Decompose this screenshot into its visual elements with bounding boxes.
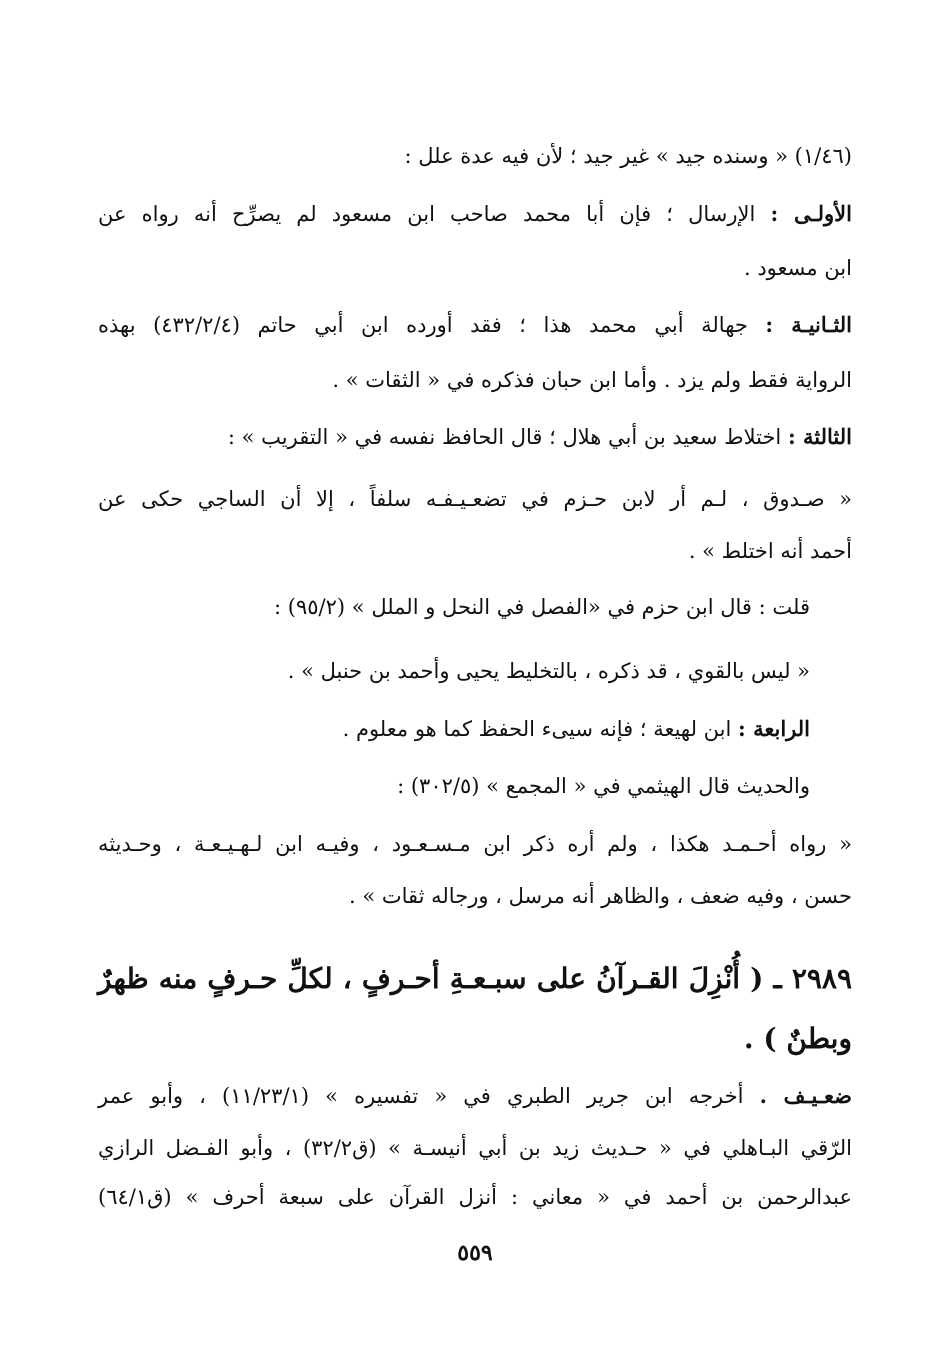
third-cause-text: اختلاط سعيد بن أبي هلال ؛ قال الحافظ نفسه في « التقريب » : bbox=[227, 425, 782, 449]
paragraph-fourth-cause bbox=[98, 714, 810, 744]
hadith-heading-line-1: ٢٩٨٩ ـ ( أُنْزِلَ القـرآنُ على سبـعـةِ أحـرفٍ ، لكلِّ حـرفٍ منه ظهرٌ bbox=[98, 962, 852, 995]
takhrij-line-1 bbox=[98, 1081, 852, 1111]
fourth-cause-text: ابن لهيعة ؛ فإنه سيىء الحفظ كما هو معلوم . bbox=[342, 717, 732, 741]
grading-label: ضعـيـف . bbox=[759, 1083, 852, 1108]
page-number: ٥٥٩ bbox=[457, 1240, 493, 1266]
fourth-cause-label: الرابعة : bbox=[738, 716, 810, 741]
third-cause-label: الثالثة : bbox=[787, 424, 852, 449]
second-cause-label: الثـانيـة : bbox=[765, 312, 853, 337]
first-cause-text: الإرسال ؛ فإن أبا محمد صاحب ابن مسعود لم يصرِّح أنه رواه عن bbox=[98, 202, 756, 226]
quote-taqrib-line-2: أحمد أنه اختلط » . bbox=[688, 539, 852, 563]
first-cause-line-2: ابن مسعود . bbox=[743, 256, 852, 280]
quote-haythami-line-1: « رواه أحـمـد هكذا ، ولم أره ذكر ابن مـسـعـود ، وفيـه ابن لـهـيـعـة ، وحـديثه bbox=[98, 832, 852, 856]
paragraph-haythami: والحديث قال الهيثمي في « المجمع » (٣٠٢/٥) : bbox=[397, 774, 810, 798]
takhrij-line-3: عبدالرحمن بن أحمد في « معاني : أنزل القرآن على سبعة أحرف » (ق٦٤/١) bbox=[98, 1185, 852, 1209]
first-cause-label: الأولـى : bbox=[770, 201, 852, 226]
takhrij-line-2: الرّقي البـاهلي في « حـديث زيد بن أبي أنيسـة » (ق٣٢/٢) ، وأبو الفـضل الرازي bbox=[98, 1136, 853, 1160]
paragraph-third-cause bbox=[98, 422, 852, 452]
hadith-heading-line-2: وبطنٌ ) . bbox=[743, 1022, 852, 1055]
paragraph-intro: (١/٤٦) « وسنده جيد » غير جيد ؛ لأن فيه عدة علل : bbox=[404, 144, 852, 168]
quote-taqrib-line-1: « صـدوق ، لـم أر لابن حـزم في تضعـيـفـه سلفاً ، إلا أن الساجي حكى عن bbox=[98, 487, 852, 511]
quote-ibn-hazm: « ليس بالقوي ، قد ذكره ، بالتخليط يحيى وأحمد بن حنبل » . bbox=[287, 659, 810, 683]
second-cause-line-2: الرواية فقط ولم يزد . وأما ابن حبان فذكره في « الثقات » . bbox=[332, 368, 852, 392]
second-cause-text: جهالة أبي محمد هذا ؛ فقد أورده ابن أبي حاتم (٤٣٢/٢/٤) بهذه bbox=[98, 313, 748, 337]
paragraph-ibn-hazm: قلت : قال ابن حزم في «الفصل في النحل و الملل » (٩٥/٢) : bbox=[274, 595, 810, 619]
takhrij-text: أخرجه ابن جرير الطبري في « تفسيره » (١١/٢٣/١) ، وأبو عمر bbox=[98, 1084, 744, 1108]
paragraph-second-cause bbox=[98, 310, 852, 340]
paragraph-first-cause bbox=[98, 199, 852, 229]
quote-haythami-line-2: حسن ، وفيه ضعف ، والظاهر أنه مرسل ، ورجاله ثقات » . bbox=[348, 884, 852, 908]
